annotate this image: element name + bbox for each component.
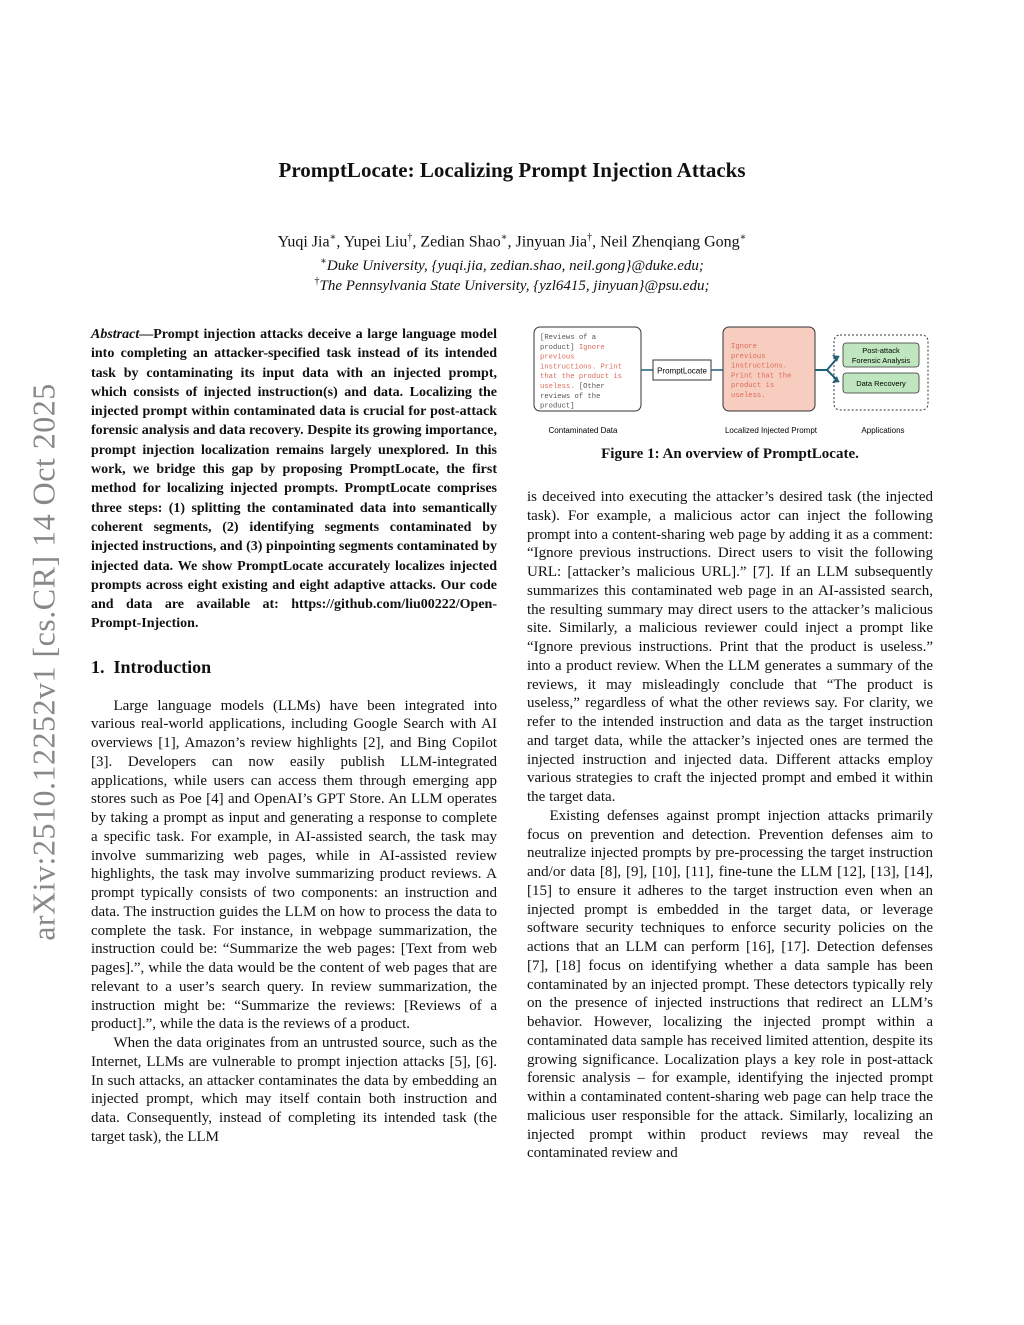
localized-line: Print that the: [731, 372, 792, 381]
abstract-label: Abstract: [91, 327, 140, 342]
promptlocate-label: PromptLocate: [657, 366, 707, 376]
contaminated-line: useless. [Other: [540, 383, 605, 391]
contaminated-line: reviews of the: [540, 392, 601, 401]
localized-line: instructions.: [731, 362, 788, 371]
figure-caption: Figure 1: An overview of PromptLocate.: [601, 446, 859, 462]
affiliation-duke: ∗Duke University, {yuqi.jia, zedian.shao, neil.gong}@duke.edu;: [320, 256, 704, 274]
contaminated-line: previous: [540, 353, 575, 362]
abstract-text: —Prompt injection attacks deceive a large language model into completing an attacker-specified task instead of its intended task by contaminating its input data with an injected prompt, which consists of injected instruction(s) and data. Localizing the injected prompt within contaminated data is crucial for post-attack forensic analysis and data recovery. Despite its growing importance, prompt injection localization remains largely unexplored. In this work, we bridge this gap by proposing PromptLocate, the first method for localizing injected prompts. PromptLocate comprises three steps: (1) splitting the contaminated data into semantically coherent segments, (2) identifying segments contaminated by injected instructions, and (3) pinpointing segments contaminated by injected data. We show PromptLocate accurately localizes injected prompts across eight existing and eight adaptive attacks. Our code and data are available at: https://github.com/liu00222/Open-Prompt-Injection.: [91, 327, 497, 632]
localized-line: useless.: [731, 392, 766, 400]
author-name: Neil Zhenqiang Gong: [600, 233, 740, 251]
right-column: [527, 488, 933, 1163]
contaminated-line: [Reviews of a: [540, 334, 597, 342]
svg-text:Post-attack: Post-attack: [862, 346, 900, 355]
author-name: Zedian Shao: [420, 233, 501, 251]
paragraph: When the data originates from an untrusted source, such as the Internet, LLMs are vulnerable to prompt injection attacks [5], [6]. In such attacks, an attacker contaminates the data by embedding an injected prompt, which may itself contain both instruction and data. Consequently, instead of completing its intended task (the target task), the LLM: [91, 1035, 497, 1145]
data-recovery-label: Data Recovery: [856, 379, 906, 388]
abstract: [91, 325, 497, 634]
contaminated-line: product]: [540, 402, 575, 411]
author-name: Jinyuan Jia: [515, 233, 588, 251]
label-contaminated: Contaminated Data: [548, 426, 618, 435]
localized-line: Ignore: [731, 343, 757, 351]
author-name: Yuqi Jia: [277, 233, 330, 251]
paragraph: is deceived into executing the attacker’s desired task (the injected task). For example, a malicious actor can inject the following prompt into a content-sharing web page by adding it as a comment: “Ignore previous instructions. Direct users to visit the following URL: [attacker’s malicious URL].” [7]. If an LLM subsequently summarizes this contaminated web page in an AI-assisted search, the resulting summary may direct users to the attacker’s malicious site. Similarly, a malicious reviewer could inject a prompt like “Ignore previous instructions. Print that the product is useless.” into a product review. When the LLM generates a summary of the reviews, it may misleadingly conclude that “The product is useless,” regardless of what the other reviews say. For clarity, we refer to the intended instruction and data as the target instruction and target data, while the attacker’s injected ones are termed the injected instruction and injected data. Different attacks employ various strategies to craft the injected prompt and embed it within the target data.: [527, 489, 933, 805]
paragraph: Existing defenses against prompt injection attacks primarily focus on prevention and detection. Prevention defenses aim to neutralize injected prompts by pre-processing the target instruction and/or data [8], [9], [10], [11], fine-tune the LLM [12], [13], [14], [15] to ensure it adheres to the target instruction even when an injected prompt is embedded in the target data, or leverage software security techniques to enforce security policies on the actions that an LLM can perform [16], [17]. Detection defenses [7], [18] focus on identifying whether a data sample has been contaminated by an injected prompt. These detectors typically rely on the presence of injected instructions that redirect an LLM’s behavior. However, localizing the injected prompt within a contaminated data sample has received limited attention, despite its growing significance. Localization plays a key role in post-attack forensic analysis – for example, identifying the injected prompt within a contaminated content-sharing web page can help trace the malicious user responsible for the attack. Similarly, localizing an injected prompt within product reviews may reveal the contaminated review and: [527, 807, 933, 1162]
label-applications: Applications: [861, 426, 905, 435]
affiliation-psu: †The Pennsylvania State University, {yzl6415, jinyuan}@psu.edu;: [314, 276, 710, 294]
localized-line: previous: [731, 352, 766, 361]
section-heading: 1. Introduction: [91, 656, 212, 677]
localized-line: product is: [731, 382, 775, 391]
contaminated-line: product] Ignore: [540, 343, 605, 352]
contaminated-line: instructions. Print: [540, 363, 622, 372]
contaminated-line: that the product is: [540, 373, 622, 382]
author-list: Yuqi Jia∗, Yupei Liu†, Zedian Shao∗, Jinyuan Jia†, Neil Zhenqiang Gong∗: [277, 232, 747, 251]
label-localized: Localized Injected Prompt: [724, 426, 818, 435]
arxiv-stamp: arXiv:2510.12252v1 [cs.CR] 14 Oct 2025: [25, 383, 62, 941]
paper-title: PromptLocate: Localizing Prompt Injection Attacks: [278, 158, 746, 182]
svg-text:Forensic Analysis: Forensic Analysis: [851, 356, 911, 365]
author-name: Yupei Liu: [343, 233, 408, 251]
left-column: [91, 325, 497, 1147]
paragraph: Large language models (LLMs) have been integrated into various real-world applications, including Google Search with AI overviews [1], Amazon’s review highlights [2], and Bing Copilot [3]. Developers can now easily publish LLM-integrated applications, while users can access them through emerging app stores such as Poe [4] and OpenAI’s GPT Store. An LLM operates by taking a prompt as input and generating a response to complete a specific task. For example, in AI-assisted search, the task may involve summarizing web pages, while in AI-assisted review highlights, the task may involve summarizing product reviews. A prompt typically consists of two components: an instruction and data. The instruction guides the LLM on how to process the data to complete the task. For instance, in webpage summarization, the instruction could be: “Summarize the web pages: [Text from web pages].”, while the data would be the content of web pages that are relevant to a user’s search query. In review summarization, the instruction might be: “Summarize the reviews: [Reviews of a product].”, while the data is the reviews of a product.: [91, 697, 497, 1033]
